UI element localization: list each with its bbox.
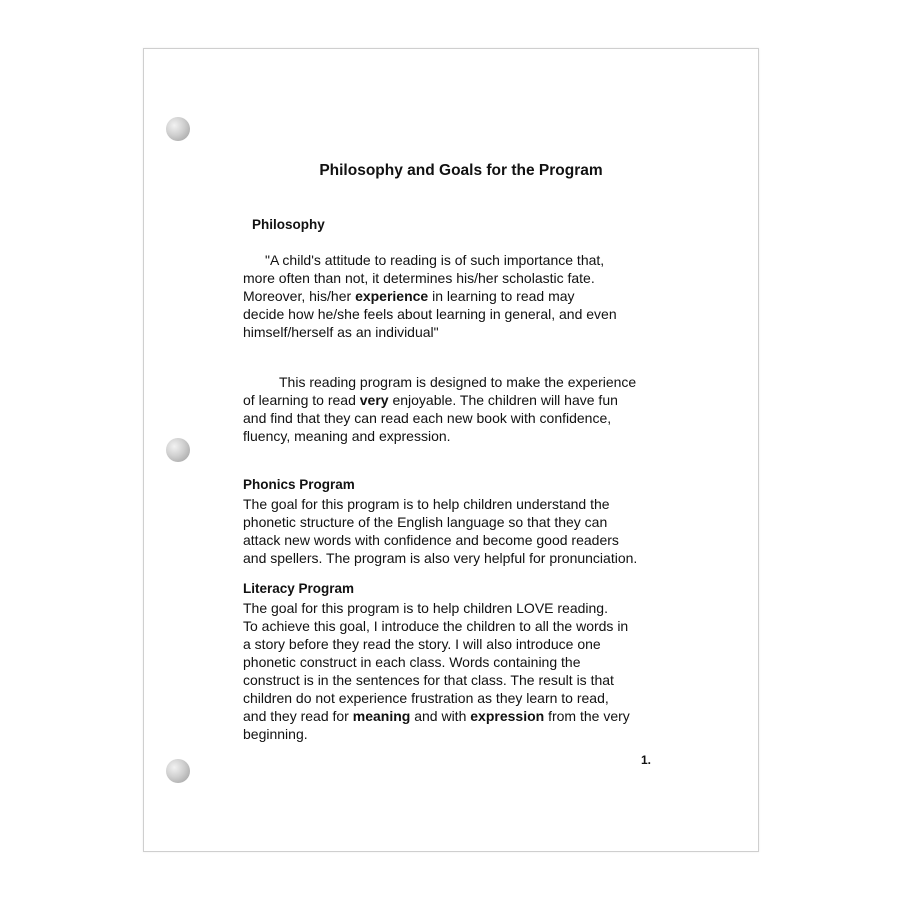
literacy-text: from the very xyxy=(544,708,630,724)
document-page xyxy=(143,48,759,852)
literacy-text: and they read for xyxy=(243,708,353,724)
intro-text: enjoyable. The children will have fun xyxy=(388,392,618,408)
intro-line: This reading program is designed to make the experience xyxy=(279,374,637,390)
phonics-line: The goal for this program is to help children understand the xyxy=(243,496,610,512)
page-number: 1. xyxy=(641,753,652,767)
intro-line: and find that they can read each new book with confidence, xyxy=(243,410,612,426)
program-intro xyxy=(243,373,636,445)
emphasis-experience: experience xyxy=(355,288,429,304)
philosophy-heading: Philosophy xyxy=(252,217,325,232)
quote-line: decide how he/she feels about learning in general, and even xyxy=(243,306,617,322)
emphasis-very: very xyxy=(359,392,389,408)
literacy-heading: Literacy Program xyxy=(243,581,355,596)
literacy-line xyxy=(243,707,630,725)
quote-line xyxy=(243,287,617,305)
literacy-line: The goal for this program is to help children LOVE reading. xyxy=(243,600,608,616)
emphasis-meaning: meaning xyxy=(352,708,411,724)
philosophy-quote xyxy=(243,251,617,341)
literacy-text: and with xyxy=(410,708,471,724)
page-title: Philosophy and Goals for the Program xyxy=(319,162,603,179)
punch-hole-top xyxy=(166,117,190,141)
quote-text: Moreover, his/her xyxy=(243,288,356,304)
intro-line: fluency, meaning and expression. xyxy=(243,428,451,444)
quote-line: "A child's attitude to reading is of such importance that, xyxy=(265,252,605,268)
phonics-heading: Phonics Program xyxy=(243,477,355,492)
quote-line: more often than not, it determines his/her scholastic fate. xyxy=(243,270,595,286)
punch-hole-middle xyxy=(166,438,190,462)
literacy-line: children do not experience frustration as they learn to read, xyxy=(243,690,609,706)
intro-text: of learning to read xyxy=(243,392,360,408)
phonics-paragraph xyxy=(243,495,637,567)
phonics-line: attack new words with confidence and become good readers xyxy=(243,532,619,548)
literacy-paragraph xyxy=(243,599,630,743)
quote-text: in learning to read may xyxy=(428,288,575,304)
literacy-line: beginning. xyxy=(243,726,308,742)
literacy-line: phonetic construct in each class. Words containing the xyxy=(243,654,581,670)
phonics-line: and spellers. The program is also very helpful for pronunciation. xyxy=(243,550,638,566)
intro-line xyxy=(243,391,636,409)
phonics-line: phonetic structure of the English language so that they can xyxy=(243,514,608,530)
literacy-line: a story before they read the story. I will also introduce one xyxy=(243,636,601,652)
quote-line: himself/herself as an individual" xyxy=(243,324,439,340)
literacy-line: construct is in the sentences for that class. The result is that xyxy=(243,672,614,688)
punch-hole-bottom xyxy=(166,759,190,783)
emphasis-expression: expression xyxy=(470,708,545,724)
literacy-line: To achieve this goal, I introduce the children to all the words in xyxy=(243,618,629,634)
